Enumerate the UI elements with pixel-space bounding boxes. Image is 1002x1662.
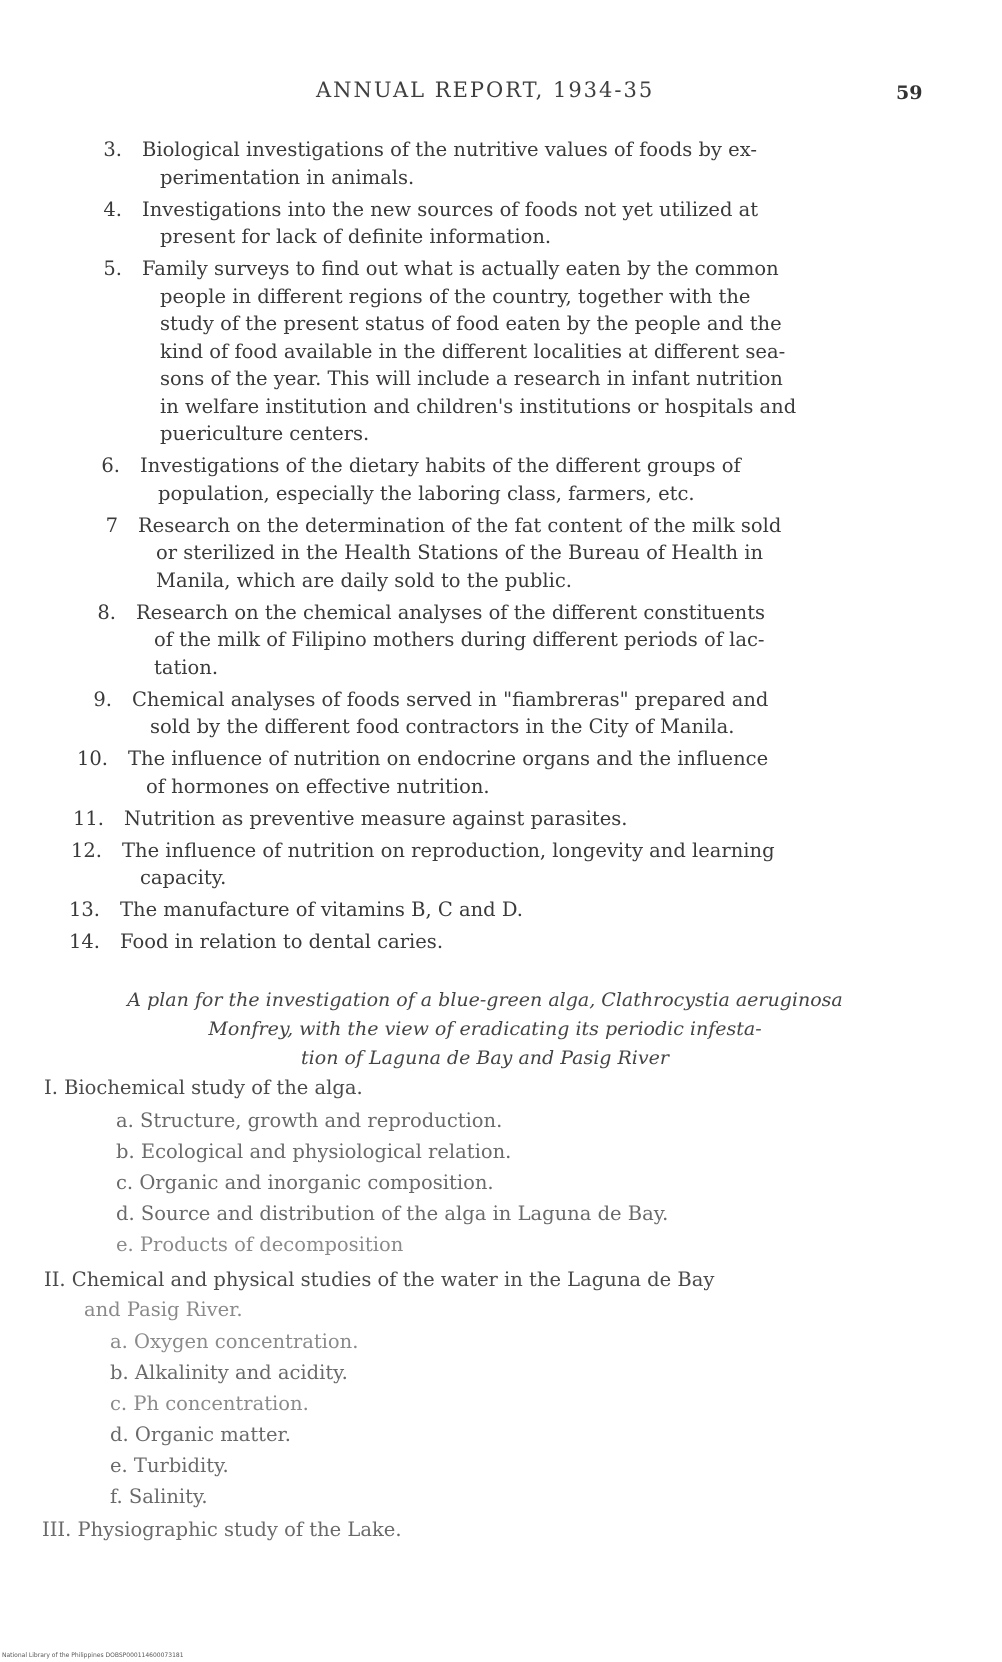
outline-item: d. Source and distribution of the alga in Laguna de Bay. [116, 1202, 669, 1225]
plan-heading-line: tion of Laguna de Bay and Pasig River [301, 1047, 669, 1069]
list-item-line: tation. [154, 655, 219, 679]
list-item-line: present for lack of definite information. [160, 225, 552, 248]
list-item-line: capacity. [140, 866, 227, 889]
list-item-number: 12. [70, 838, 102, 862]
plan-heading [40, 986, 930, 1073]
list-item-line: Investigations into the new sources of foods not yet utilized at [142, 197, 759, 221]
list-item-line: study of the present status of food eaten by the people and the [160, 312, 782, 335]
list-item-number: 3. [103, 138, 122, 161]
list-item-line: Food in relation to dental caries. [120, 930, 444, 953]
list-item-line: The influence of nutrition on reproduction, longevity and learning [122, 838, 775, 862]
list-item-line: Research on the determination of the fat content of the milk sold [138, 513, 782, 537]
list-item-number: 5. [103, 257, 122, 280]
list-item-line: The manufacture of vitamins B, C and D. [120, 898, 523, 921]
list-item-line: in welfare institution and children's institutions or hospitals and [160, 394, 797, 418]
outline-item: e. Products of decomposition [116, 1233, 404, 1256]
list-item-line: people in different regions of the country, together with the [160, 284, 751, 308]
footer-credit: National Library of the Philippines DOBSP000114600073181 [2, 1652, 184, 1659]
section-2-title: II. Chemical and physical studies of the water in the Laguna de Bay [44, 1268, 715, 1291]
list-item-line: Manila, which are daily sold to the public. [156, 568, 572, 592]
list-item-line: perimentation in animals. [160, 165, 415, 189]
outline-item: b. Alkalinity and acidity. [110, 1361, 348, 1384]
list-item-line: or sterilized in the Health Stations of the Bureau of Health in [156, 541, 764, 564]
running-title: ANNUAL REPORT, 1934-35 [316, 78, 655, 102]
list-item-number: 10. [76, 747, 108, 770]
outline-item: a. Oxygen concentration. [110, 1330, 359, 1353]
outline-item: d. Organic matter. [110, 1423, 291, 1446]
plan-heading-line: Monfrey, with the view of eradicating its periodic infesta- [208, 1018, 762, 1040]
list-item-number: 14. [68, 930, 100, 953]
list-item-line: sold by the different food contractors in the City of Manila. [150, 715, 735, 738]
outline-item: f. Salinity. [110, 1485, 208, 1508]
outline-item: b. Ecological and physiological relation. [116, 1140, 512, 1163]
list-item-line: Biological investigations of the nutritive values of foods by ex- [142, 138, 757, 161]
outline-item: e. Turbidity. [110, 1454, 229, 1477]
list-item-number: 8. [97, 600, 116, 624]
list-item-line: Chemical analyses of foods served in "fiambreras" prepared and [132, 687, 769, 711]
list-item-line: population, especially the laboring class, farmers, etc. [158, 481, 695, 505]
section-2-title-cont: and Pasig River. [84, 1298, 243, 1321]
list-item-line: Research on the chemical analyses of the different constituents [136, 600, 766, 624]
outline-item: c. Organic and inorganic composition. [116, 1171, 494, 1194]
list-item-number: 9. [93, 687, 112, 711]
outline-item: c. Ph concentration. [110, 1392, 309, 1415]
list-item-line: of hormones on effective nutrition. [146, 774, 490, 798]
section-1-title: I. Biochemical study of the alga. [44, 1076, 363, 1099]
page-number: 59 [896, 82, 923, 104]
section-3-title: III. Physiographic study of the Lake. [42, 1518, 402, 1541]
list-item-line: of the milk of Filipino mothers during different periods of lac- [154, 628, 765, 651]
list-item-line: puericulture centers. [160, 422, 370, 445]
list-item-number: 4. [103, 197, 122, 221]
list-item-line: The influence of nutrition on endocrine organs and the influence [128, 747, 769, 770]
list-item-line: Investigations of the dietary habits of the different groups of [140, 454, 741, 477]
list-item-number: 7 [105, 513, 118, 537]
list-item-number: 6. [101, 454, 120, 477]
list-item-line: Nutrition as preventive measure against parasites. [124, 806, 628, 830]
plan-heading-line: A plan for the investigation of a blue-green alga, Clathrocystia aeruginosa [127, 989, 843, 1011]
list-item-line: sons of the year. This will include a research in infant nutrition [160, 367, 783, 390]
outline-item: a. Structure, growth and reproduction. [116, 1109, 503, 1132]
page-header [0, 78, 1002, 108]
list-item-line: Family surveys to find out what is actually eaten by the common [142, 257, 779, 280]
list-item-number: 11. [72, 806, 104, 830]
list-item-number: 13. [68, 898, 100, 921]
list-item-line: kind of food available in the different localities at different sea- [160, 339, 786, 363]
